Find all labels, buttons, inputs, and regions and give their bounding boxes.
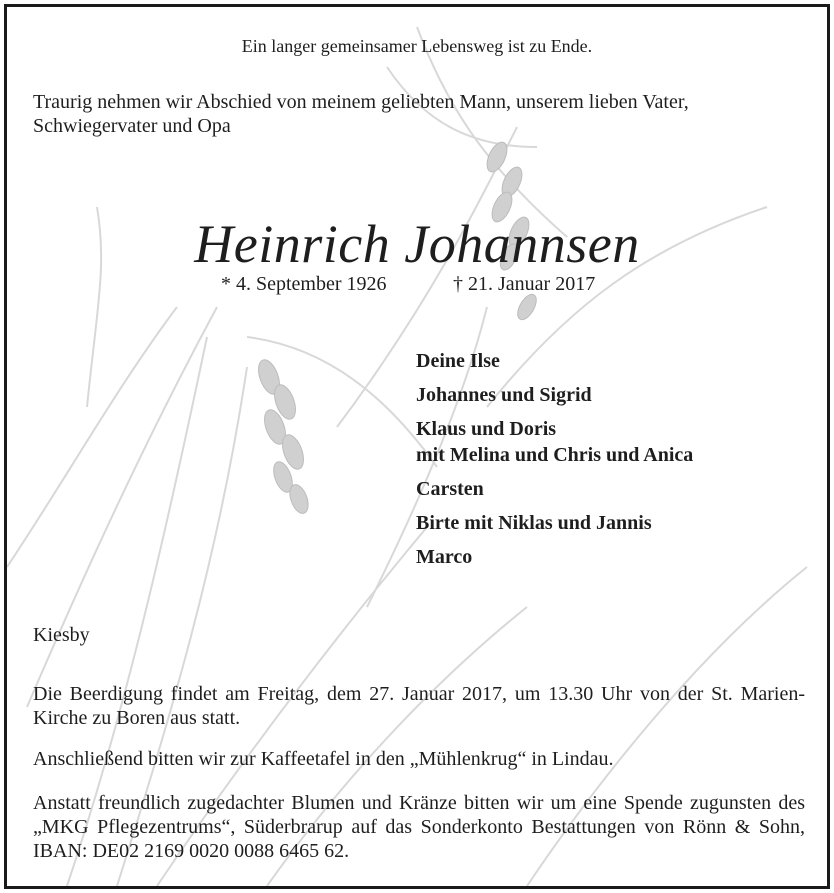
family-member: Klaus und Doris: [416, 418, 557, 440]
obituary-notice: [4, 4, 830, 889]
family-member: Marco: [416, 546, 473, 568]
family-member: mit Melina und Chris und Anica: [416, 444, 694, 466]
donation-info: Anstatt freundlich zugedachter Blumen und Kränze bitten wir um eine Spende zugunsten des „MKG Pflegezentrums“, Süderbrarup auf das Sonderkonto Bestattungen von Rönn & Sohn, IBAN: DE02 2169 0020 0088 6465 62.: [33, 792, 805, 862]
intro-line: Ein langer gemeinsamer Lebensweg ist zu Ende.: [241, 36, 593, 56]
funeral-info: Die Beerdigung findet am Freitag, dem 27. Januar 2017, um 13.30 Uhr von der St. Marien-Kirche zu Boren aus statt.: [33, 683, 805, 729]
deceased-name: Heinrich Johannsen: [194, 214, 640, 274]
family-member: Birte mit Niklas und Jannis: [416, 512, 652, 534]
family-member: Carsten: [416, 478, 484, 500]
birth-date: * 4. September 1926: [221, 273, 387, 295]
family-member: Deine Ilse: [416, 350, 500, 372]
place-name: Kiesby: [33, 624, 90, 646]
death-date: † 21. Januar 2017: [453, 273, 596, 295]
coffee-info: Anschließend bitten wir zur Kaffeetafel in den „Mühlenkrug“ in Lindau.: [33, 748, 614, 770]
farewell-text: Traurig nehmen wir Abschied von meinem geliebten Mann, unserem lieben Vater, Schwiegervater und Opa: [33, 91, 689, 137]
family-list: [416, 348, 693, 570]
family-member: Johannes und Sigrid: [416, 384, 592, 406]
